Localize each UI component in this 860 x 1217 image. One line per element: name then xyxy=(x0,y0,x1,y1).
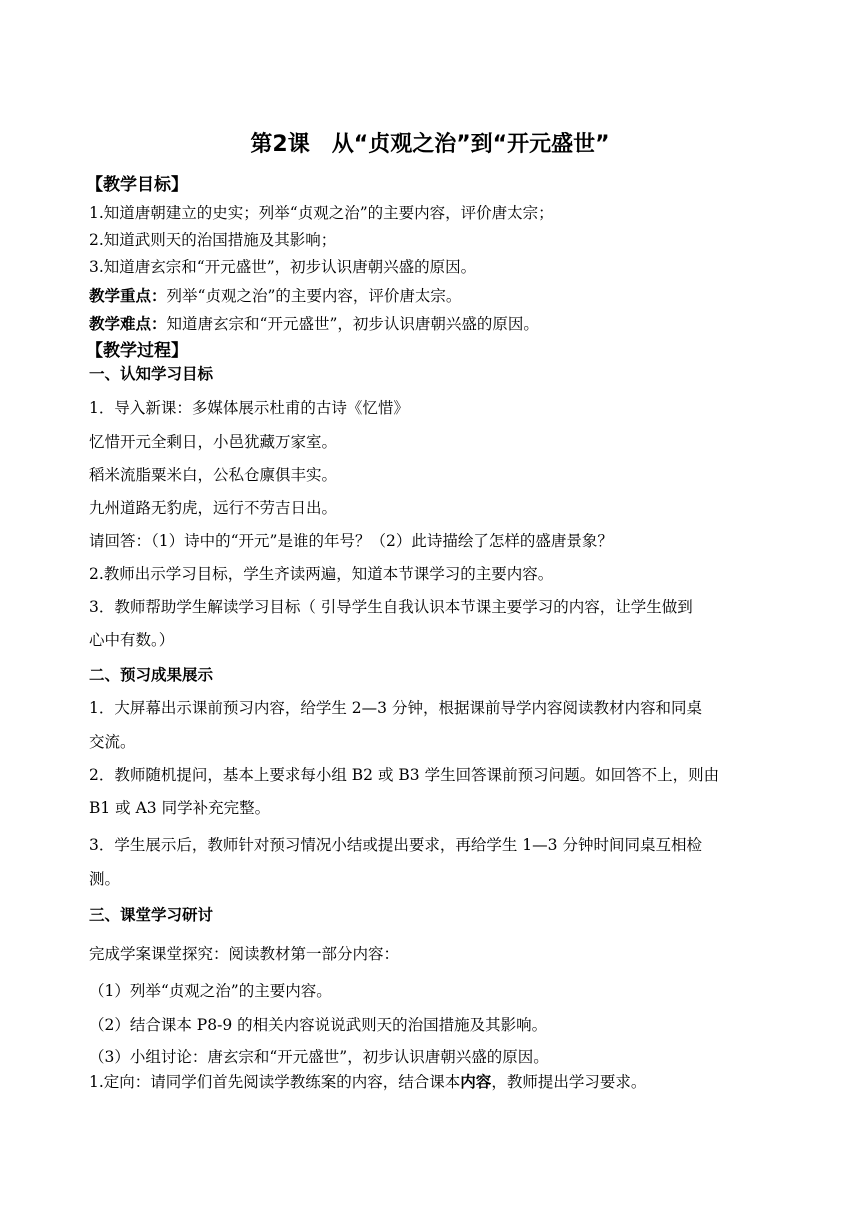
section-1-line: 2.教师出示学习目标，学生齐读两遍，知道本节课学习的主要内容。 xyxy=(89,565,554,583)
page-title: 第2课 从“贞观之治”到“开元盛世” xyxy=(250,132,610,157)
section-2-heading: 二、预习成果展示 xyxy=(89,666,214,684)
last-line-part: ，教师提出学习要求。 xyxy=(491,1073,647,1091)
section-2-line: 交流。 xyxy=(89,733,136,751)
section-3-line: 完成学案课堂探究：阅读教材第一部分内容： xyxy=(89,945,400,963)
section-2-line: 1．大屏幕出示课前预习内容，给学生 2—3 分钟，根据课前导学内容阅读教材内容和同桌 xyxy=(89,699,702,717)
process-heading: 【教学过程】 xyxy=(86,341,188,361)
key-point-text: 列举“贞观之治”的主要内容，评价唐太宗。 xyxy=(166,287,462,305)
key-point-line xyxy=(89,286,820,306)
poem-line: 忆惜开元全剩日，小邑犹藏万家室。 xyxy=(89,433,338,451)
poem-line: 稻米流脂粟米白，公私仓廪俱丰实。 xyxy=(89,466,338,484)
section-2-line: 3．学生展示后，教师针对预习情况小结或提出要求，再给学生 1—3 分钟时间同桌互相检 xyxy=(89,836,702,854)
section-1-line: 心中有数。） xyxy=(89,631,175,649)
objective-item: 2.知道武则天的治国措施及其影响； xyxy=(89,231,337,249)
difficulty-line xyxy=(89,314,820,334)
section-1-line: 3．教师帮助学生解读学习目标（ 引导学生自我认识本节课主要学习的内容，让学生做到 xyxy=(89,598,693,616)
section-2-line: 测。 xyxy=(89,870,121,888)
objective-item: 1.知道唐朝建立的史实；列举“贞观之治”的主要内容，评价唐太宗； xyxy=(89,204,554,222)
section-2-line: 2．教师随机提问，基本上要求每小组 B2 或 B3 学生回答课前预习问题。如回答不上，则由 xyxy=(89,766,720,784)
section-3-line xyxy=(89,1072,820,1092)
difficulty-text: 知道唐玄宗和“开元盛世”，初步认识唐朝兴盛的原因。 xyxy=(166,315,539,333)
objectives-heading: 【教学目标】 xyxy=(86,175,188,195)
poem-line: 九州道路无豹虎，远行不劳吉日出。 xyxy=(89,499,338,517)
section-3-question: （3）小组讨论：唐玄宗和“开元盛世”，初步认识唐朝兴盛的原因。 xyxy=(89,1048,549,1066)
last-line-bold: 内容 xyxy=(460,1073,492,1091)
section-3-question: （2）结合课本 P8-9 的相关内容说说武则天的治国措施及其影响。 xyxy=(89,1016,548,1034)
difficulty-label: 教学难点： xyxy=(89,315,167,333)
question-line: 请回答：（1）诗中的“开元”是谁的年号？（2）此诗描绘了怎样的盛唐景象？ xyxy=(89,532,613,550)
section-1-heading: 一、认知学习目标 xyxy=(89,365,214,383)
objective-item: 3.知道唐玄宗和“开元盛世”，初步认识唐朝兴盛的原因。 xyxy=(89,258,477,276)
section-3-heading: 三、课堂学习研讨 xyxy=(89,906,214,924)
last-line-part: 1.定向：请同学们首先阅读学教练案的内容，结合课本 xyxy=(89,1073,461,1091)
section-3-question: （1）列举“贞观之治”的主要内容。 xyxy=(89,982,332,1000)
section-1-line: 1．导入新课：多媒体展示杜甫的古诗《忆惜》 xyxy=(89,399,409,417)
section-2-line: B1 或 A3 同学补充完整。 xyxy=(89,799,271,817)
key-point-label: 教学重点： xyxy=(89,287,167,305)
